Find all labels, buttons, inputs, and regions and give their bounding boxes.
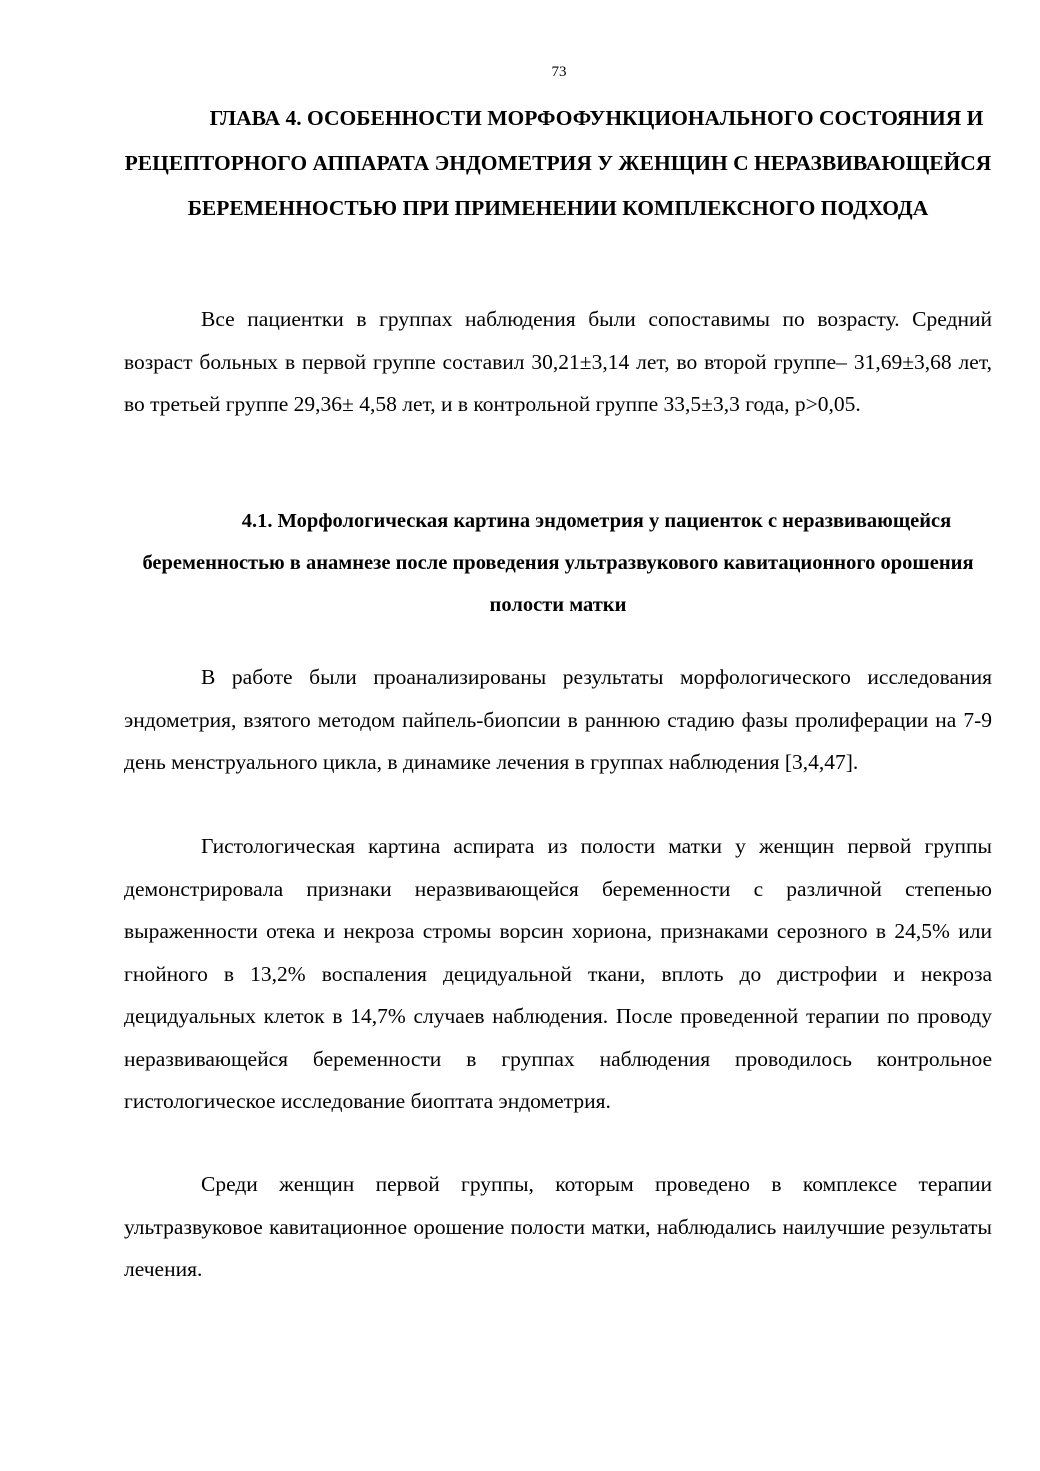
paragraph-morphology-study: В работе были проанализированы результаты морфологического исследования эндометрия, взятого методом пайпель-биопсии в раннюю стадию фазы пролиферации на 7-9 день менструального цикла, в динамике лечения в группах наблюдения [3,4,47]. (124, 665, 992, 774)
section-title: 4.1. Морфологическая картина эндометрия у пациенток с неразвивающейся беременностью в анамнезе после проведения ультразвукового кавитационного орошения полости матки (142, 510, 974, 616)
paragraph-best-results: Среди женщин первой группы, которым проведено в комплексе терапии ультразвуковое кавитационное орошение полости матки, наблюдались наилучшие результаты лечения. (124, 1172, 992, 1281)
paragraph-histology-findings: Гистологическая картина аспирата из полости матки у женщин первой группы демонстрировала признаки неразвивающейся беременности с различной степенью выраженности отека и некроза стромы ворсин хориона, признаками серозного в 24,5% или гнойного в 13,2% воспаления децидуальной ткани, вплоть до дистрофии и некроза децидуальных клеток в 14,7% случаев наблюдения. После проведенной терапии по проводу неразвивающейся беременности в группах наблюдения проводилось контрольное гистологическое исследование биоптата эндометрия. (124, 834, 992, 1113)
paragraph-age-comparison: Все пациентки в группах наблюдения были сопоставимы по возрасту. Средний возраст больных в первой группе составил 30,21±3,14 лет, во второй группе– 31,69±3,68 лет, во третьей группе 29,36± 4,58 лет, и в контрольной группе 33,5±3,3 года, р>0,05. (124, 307, 992, 416)
page-number: 73 (551, 64, 567, 80)
chapter-title: ГЛАВА 4. ОСОБЕННОСТИ МОРФОФУНКЦИОНАЛЬНОГО СОСТОЯНИЯ И РЕЦЕПТОРНОГО АППАРАТА ЭНДОМЕТРИЯ У ЖЕНЩИН С НЕРАЗВИВАЮЩЕЙСЯ БЕРЕМЕННОСТЬЮ ПРИ ПРИМЕНЕНИИ КОМПЛЕКСНОГО ПОДХОДА (124, 106, 992, 220)
